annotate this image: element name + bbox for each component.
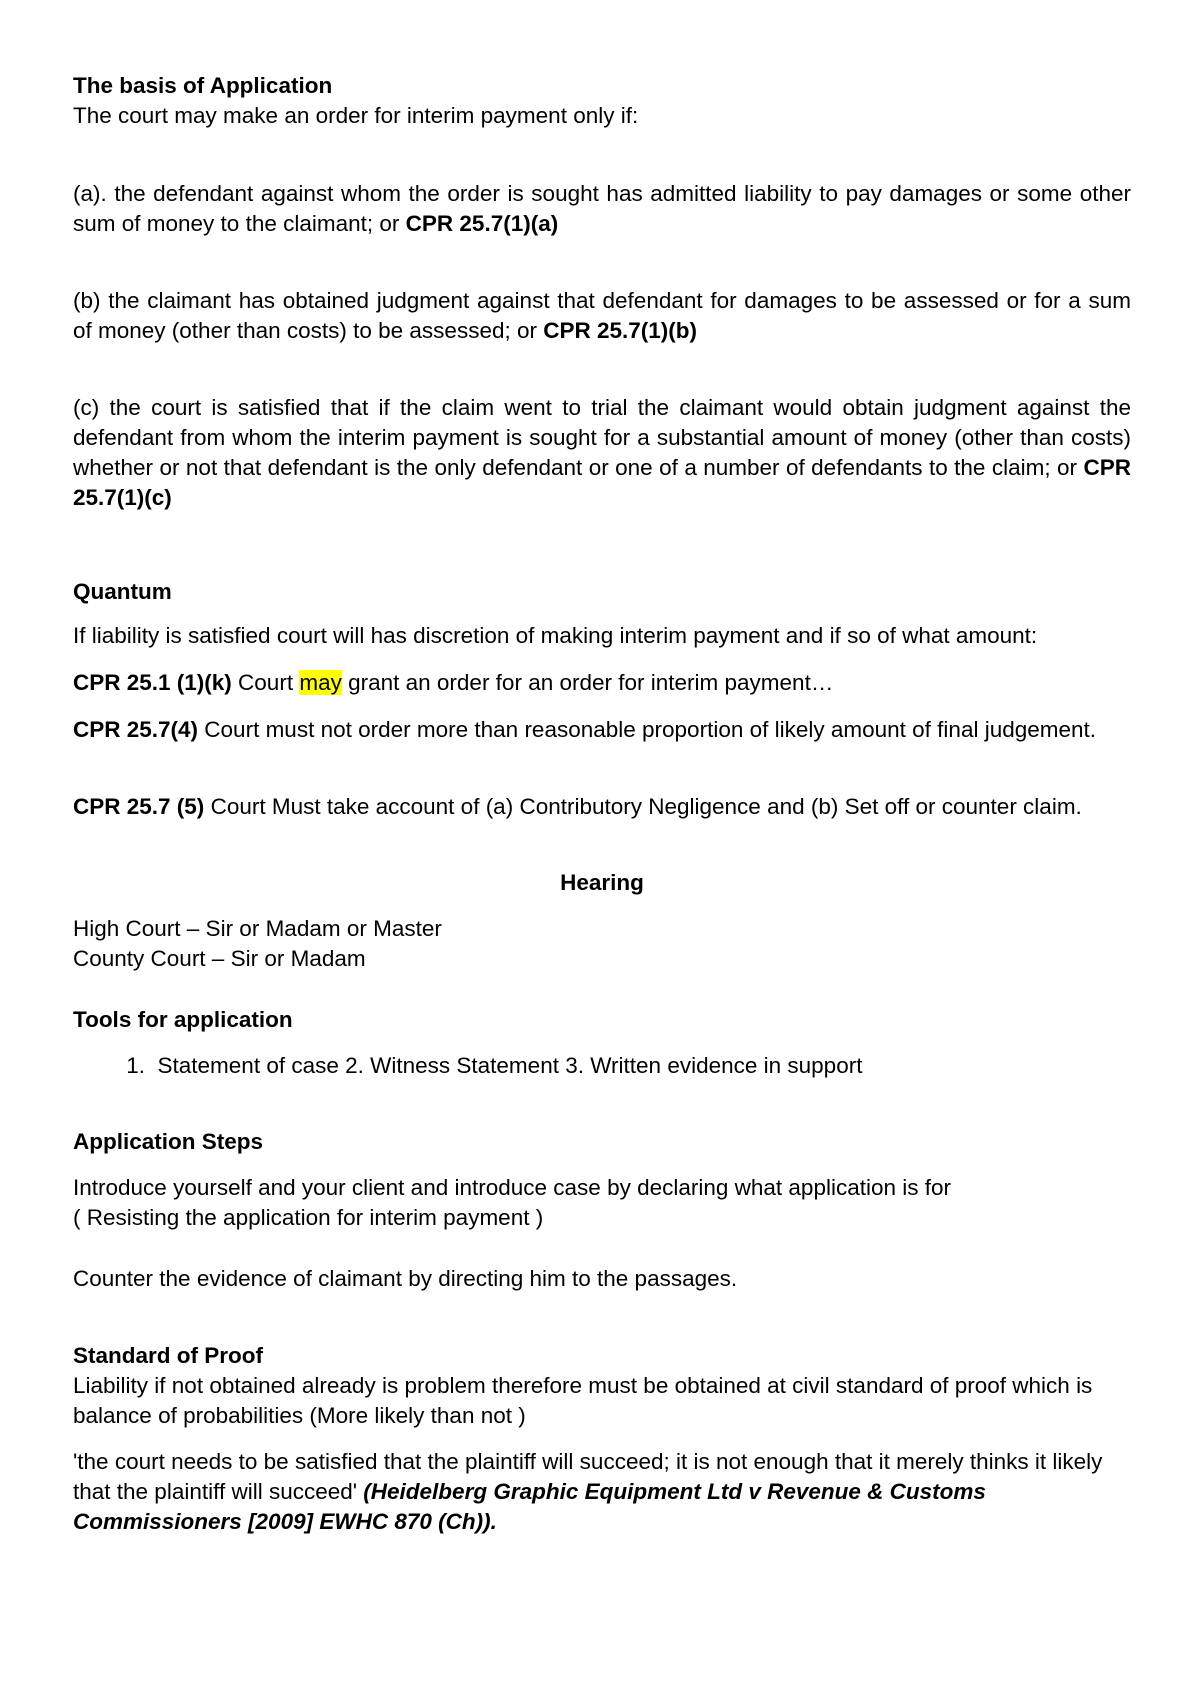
quantum-heading: Quantum — [73, 579, 172, 604]
cpr-ref: CPR 25.7(1)(a) — [405, 211, 559, 236]
hearing-line-county-court: County Court – Sir or Madam — [73, 946, 366, 971]
list-item: 1. Statement of case 2. Witness Statement 3. Written evidence in support — [73, 1051, 1131, 1081]
hearing-line-high-court: High Court – Sir or Madam or Master — [73, 916, 442, 941]
cpr-ref: CPR 25.7(4) — [73, 717, 199, 742]
basis-heading: The basis of Application — [73, 73, 333, 98]
cpr-ref: CPR 25.7 (5) — [73, 794, 205, 819]
tools-heading: Tools for application — [73, 1007, 293, 1032]
list-number: 1. — [126, 1053, 145, 1078]
basis-item-c: (c) the court is satisfied that if the claim went to trial the claimant would obtain judgment against the defendant from whom the interim payment is sought for a substantial amount of money (other than costs) whether or not that defendant is the only defendant or one of a number of defendants to the claim; or CPR 25.7(1)(c) — [73, 395, 1131, 510]
steps-line-2: ( Resisting the application for interim payment ) — [73, 1205, 544, 1230]
quantum-rule-3: CPR 25.7 (5) Court Must take account of (a) Contributory Negligence and (b) Set off or counter claim. — [73, 794, 1082, 819]
quantum-intro: If liability is satisfied court will has discretion of making interim payment and if so of what amount: — [73, 623, 1038, 648]
case-citation: (Heidelberg Graphic Equipment Ltd v Revenue & Customs Commissioners [2009] EWHC 870 (Ch)). — [73, 1479, 986, 1534]
hearing-heading: Hearing — [560, 870, 644, 895]
proof-quote: 'the court needs to be satisfied that the plaintiff will succeed; it is not enough that it merely thinks it likely that the plaintiff will succeed' (Heidelberg Graphic Equipment Ltd v Revenue & Customs Commissioners [2009] EWHC 870 (Ch)). — [73, 1449, 1103, 1534]
steps-line-3: Counter the evidence of claimant by directing him to the passages. — [73, 1266, 738, 1291]
basis-item-a: (a). the defendant against whom the order is sought has admitted liability to pay damages or some other sum of money to the claimant; or CPR 25.7(1)(a) — [73, 181, 1131, 236]
cpr-ref: CPR 25.7(1)(b) — [543, 318, 698, 343]
steps-line-1: Introduce yourself and your client and introduce case by declaring what application is for — [73, 1175, 952, 1200]
tools-list — [73, 1051, 1131, 1081]
proof-heading: Standard of Proof — [73, 1343, 263, 1368]
proof-text: Liability if not obtained already is problem therefore must be obtained at civil standard of proof which is balance of probabilities (More likely than not ) — [73, 1373, 1093, 1428]
cpr-ref: CPR 25.1 (1)(k) — [73, 670, 232, 695]
basis-intro: The court may make an order for interim payment only if: — [73, 103, 639, 128]
basis-item-b: (b) the claimant has obtained judgment against that defendant for damages to be assessed or for a sum of money (other than costs) to be assessed; or CPR 25.7(1)(b) — [73, 288, 1131, 343]
highlighted-word: may — [299, 670, 342, 695]
steps-heading: Application Steps — [73, 1129, 264, 1154]
quantum-rule-1: CPR 25.1 (1)(k) Court may grant an order for an order for interim payment… — [73, 670, 834, 695]
quantum-rule-2: CPR 25.7(4) Court must not order more than reasonable proportion of likely amount of final judgement. — [73, 717, 1097, 742]
cpr-ref: CPR 25.7(1)(c) — [73, 455, 1131, 510]
